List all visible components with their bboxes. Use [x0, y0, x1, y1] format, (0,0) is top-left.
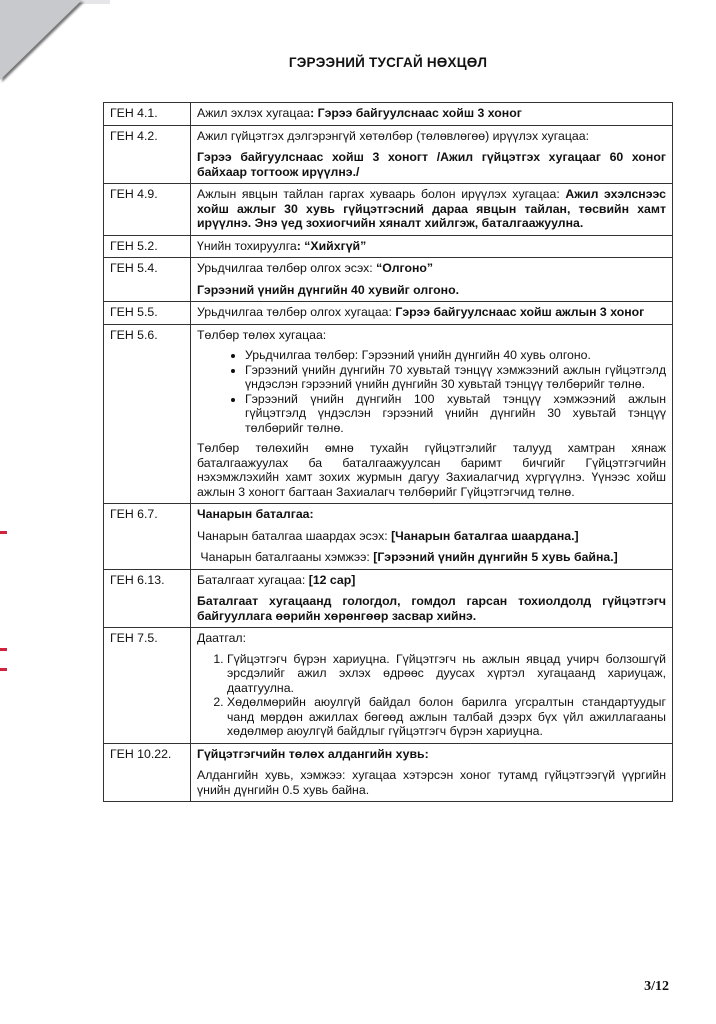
clause-code: ГЕН 4.9.	[104, 184, 191, 236]
clause-code: ГЕН 7.5.	[104, 628, 191, 744]
clause-value: Гэрээ байгуулснаас хойш 3 хоногт /Ажил гүйцэтгэх хугацааг 60 хоног байхаар тогтоож ирүүлнэ./	[197, 150, 666, 179]
clause-label: Чанарын баталгаа шаардах эсэх:	[197, 528, 392, 543]
clause-value: [Гэрээний үнийн дүнгийн 5 хувь байна.]	[373, 550, 618, 564]
clause-value: “Олгоно”	[376, 261, 434, 275]
stamp-mark	[0, 668, 7, 671]
clause-value: : Гэрээ байгуулснаас хойш 3 хоног	[310, 106, 522, 120]
list-item: • Гэрээний үнийн дүнгийн 100 хувьтай тэнцүү хэмжээний ажлын гүйцэтгэлд үндэслэн гэрээний үнийн дүнгийн 30 хувьтай тэнцүү төлбөрийг төлнө.	[245, 392, 666, 436]
clause-label: Урьдчилгаа төлбөр олгох эсэх:	[197, 261, 377, 275]
table-row	[104, 235, 673, 258]
table-row	[104, 743, 673, 802]
clause-body	[191, 324, 673, 504]
clause-body	[191, 184, 673, 236]
special-conditions-table	[103, 102, 673, 802]
table-row	[104, 184, 673, 236]
list-item: • Гэрээний үнийн дүнгийн 70 хувьтай тэнцүү хэмжээний ажлын гүйцэтгэлд үндэслэн гэрээний үнийн дүнгийн 30 хувьтай тэнцүү төлбөрийг төлнө.	[245, 363, 666, 392]
clause-label: Урьдчилгаа төлбөр олгох хугацаа:	[197, 305, 396, 319]
table-row	[104, 324, 673, 504]
clause-code: ГЕН 6.7.	[104, 504, 191, 570]
clause-code: ГЕН 6.13.	[104, 569, 191, 628]
clause-heading: Гүйцэтгэгчийн төлөх алдангийн хувь:	[197, 746, 429, 761]
clause-code: ГЕН 5.6.	[104, 324, 191, 504]
clause-body	[191, 569, 673, 628]
page-title: ГЭРЭЭНИЙ ТУСГАЙ НӨХЦӨЛ	[288, 55, 488, 70]
clause-body	[191, 504, 673, 570]
clause-label: Баталгаат хугацаа:	[197, 572, 309, 587]
table-row	[104, 569, 673, 628]
clause-label: Ажил гүйцэтгэх дэлгэрэнгүй хөтөлбөр (төлөвлөгөө) ирүүлэх хугацаа:	[197, 128, 589, 143]
clause-value: Гэрээ байгуулснаас хойш ажлын 3 хоног	[395, 305, 645, 319]
list-item: 2. Хөдөлмөрийн аюулгүй байдал болон барилга угсралтын стандартуудыг чанд мөрдөн ажиллах бөгөөд ажлын талбай дээрх бүх үйл ажиллагааны хөдөлмөр аюулгүй байдлыг гүйцэтгэгч бүрэн хариуцна.	[227, 695, 666, 739]
clause-code: ГЕН 5.5.	[104, 302, 191, 325]
clause-body	[191, 258, 673, 302]
clause-value: [Чанарын баталгаа шаардана.]	[391, 528, 579, 543]
clause-body	[191, 235, 673, 258]
list-item: • Урьдчилгаа төлбөр: Гэрээний үнийн дүнгийн 40 хувь олгоно.	[245, 348, 666, 363]
table-row	[104, 103, 673, 126]
clause-body	[191, 628, 673, 744]
clause-code: ГЕН 4.2.	[104, 125, 191, 184]
payment-schedule-list	[197, 348, 666, 435]
table-row	[104, 258, 673, 302]
clause-label: Үнийн тохируулга	[197, 238, 297, 253]
insurance-list	[197, 652, 666, 739]
clause-label: Ажил эхлэх хугацаа	[197, 106, 311, 120]
clause-note: Баталгаат хугацаанд гологдол, гомдол гарсан тохиолдолд гүйцэтгэгч байгууллага өөрийн хөрөнгөөр засвар хийнэ.	[197, 594, 666, 623]
clause-body	[191, 125, 673, 184]
clause-label: Даатгал:	[197, 631, 247, 645]
page-number: 3/12	[644, 979, 669, 994]
table-row	[104, 302, 673, 325]
clause-value: [12 сар]	[308, 572, 356, 587]
clause-body	[191, 103, 673, 126]
table-row	[104, 504, 673, 570]
clause-label: Чанарын баталгааны хэмжээ:	[200, 550, 374, 564]
table-row	[104, 125, 673, 184]
clause-code: ГЕН 5.2.	[104, 235, 191, 258]
clause-note: Төлбөр төлөхийн өмнө тухайн гүйцэтгэлийг талууд хамтран хянаж баталгаажуулах ба баталгаажуулсан баримт бичгийг Гүйцэтгэгчийн нэхэмжлэхийн хамт зохих журмын дагуу Захиалагчид хүргүүлнэ. Үүнээс хойш ажлын 3 хоногт багтаан Захиалагч төлбөрийг Гүйцэтгэгчид төлнө.	[197, 441, 666, 499]
clause-code: ГЕН 4.1.	[104, 103, 191, 126]
clause-code: ГЕН 10.22.	[104, 743, 191, 802]
clause-heading: Чанарын баталгаа:	[197, 507, 314, 521]
clause-note: Гэрээний үнийн дүнгийн 40 хувийг олгоно.	[197, 282, 460, 297]
clause-value: : “Хийхгүй”	[296, 238, 367, 253]
clause-label: Ажлын явцын тайлан гаргах хуваарь болон ирүүлэх хугацаа:	[197, 187, 566, 201]
list-item: 1. Гүйцэтгэгч бүрэн хариуцна. Гүйцэтгэгч нь ажлын явцад учирч болзошгүй эрсдэлийг ажил эхлэх өдрөөс дуусах хүртэл хугацаанд хариуцаж, даатгуулна.	[227, 652, 666, 696]
clause-code: ГЕН 5.4.	[104, 258, 191, 302]
clause-label: Төлбөр төлөх хугацаа:	[197, 327, 327, 342]
stamp-mark	[0, 648, 7, 651]
clause-body	[191, 743, 673, 802]
table-row	[104, 628, 673, 744]
stamp-mark	[0, 531, 7, 534]
clause-value: Ажил эхэлснээс хойш ажлыг 30 хувь гүйцэтгэсний дараа явцын тайлан, төсвийн хамт ирүүлнэ. Энэ үед зохиогчийн хяналт хийлгэж, баталгаажуулна.	[197, 187, 666, 230]
clause-body	[191, 302, 673, 325]
clause-note: Алдангийн хувь, хэмжээ: хугацаа хэтэрсэн хоног тутамд гүйцэтгээгүй үүргийн үнийн дүнгийн 0.5 хувь байна.	[197, 768, 666, 797]
